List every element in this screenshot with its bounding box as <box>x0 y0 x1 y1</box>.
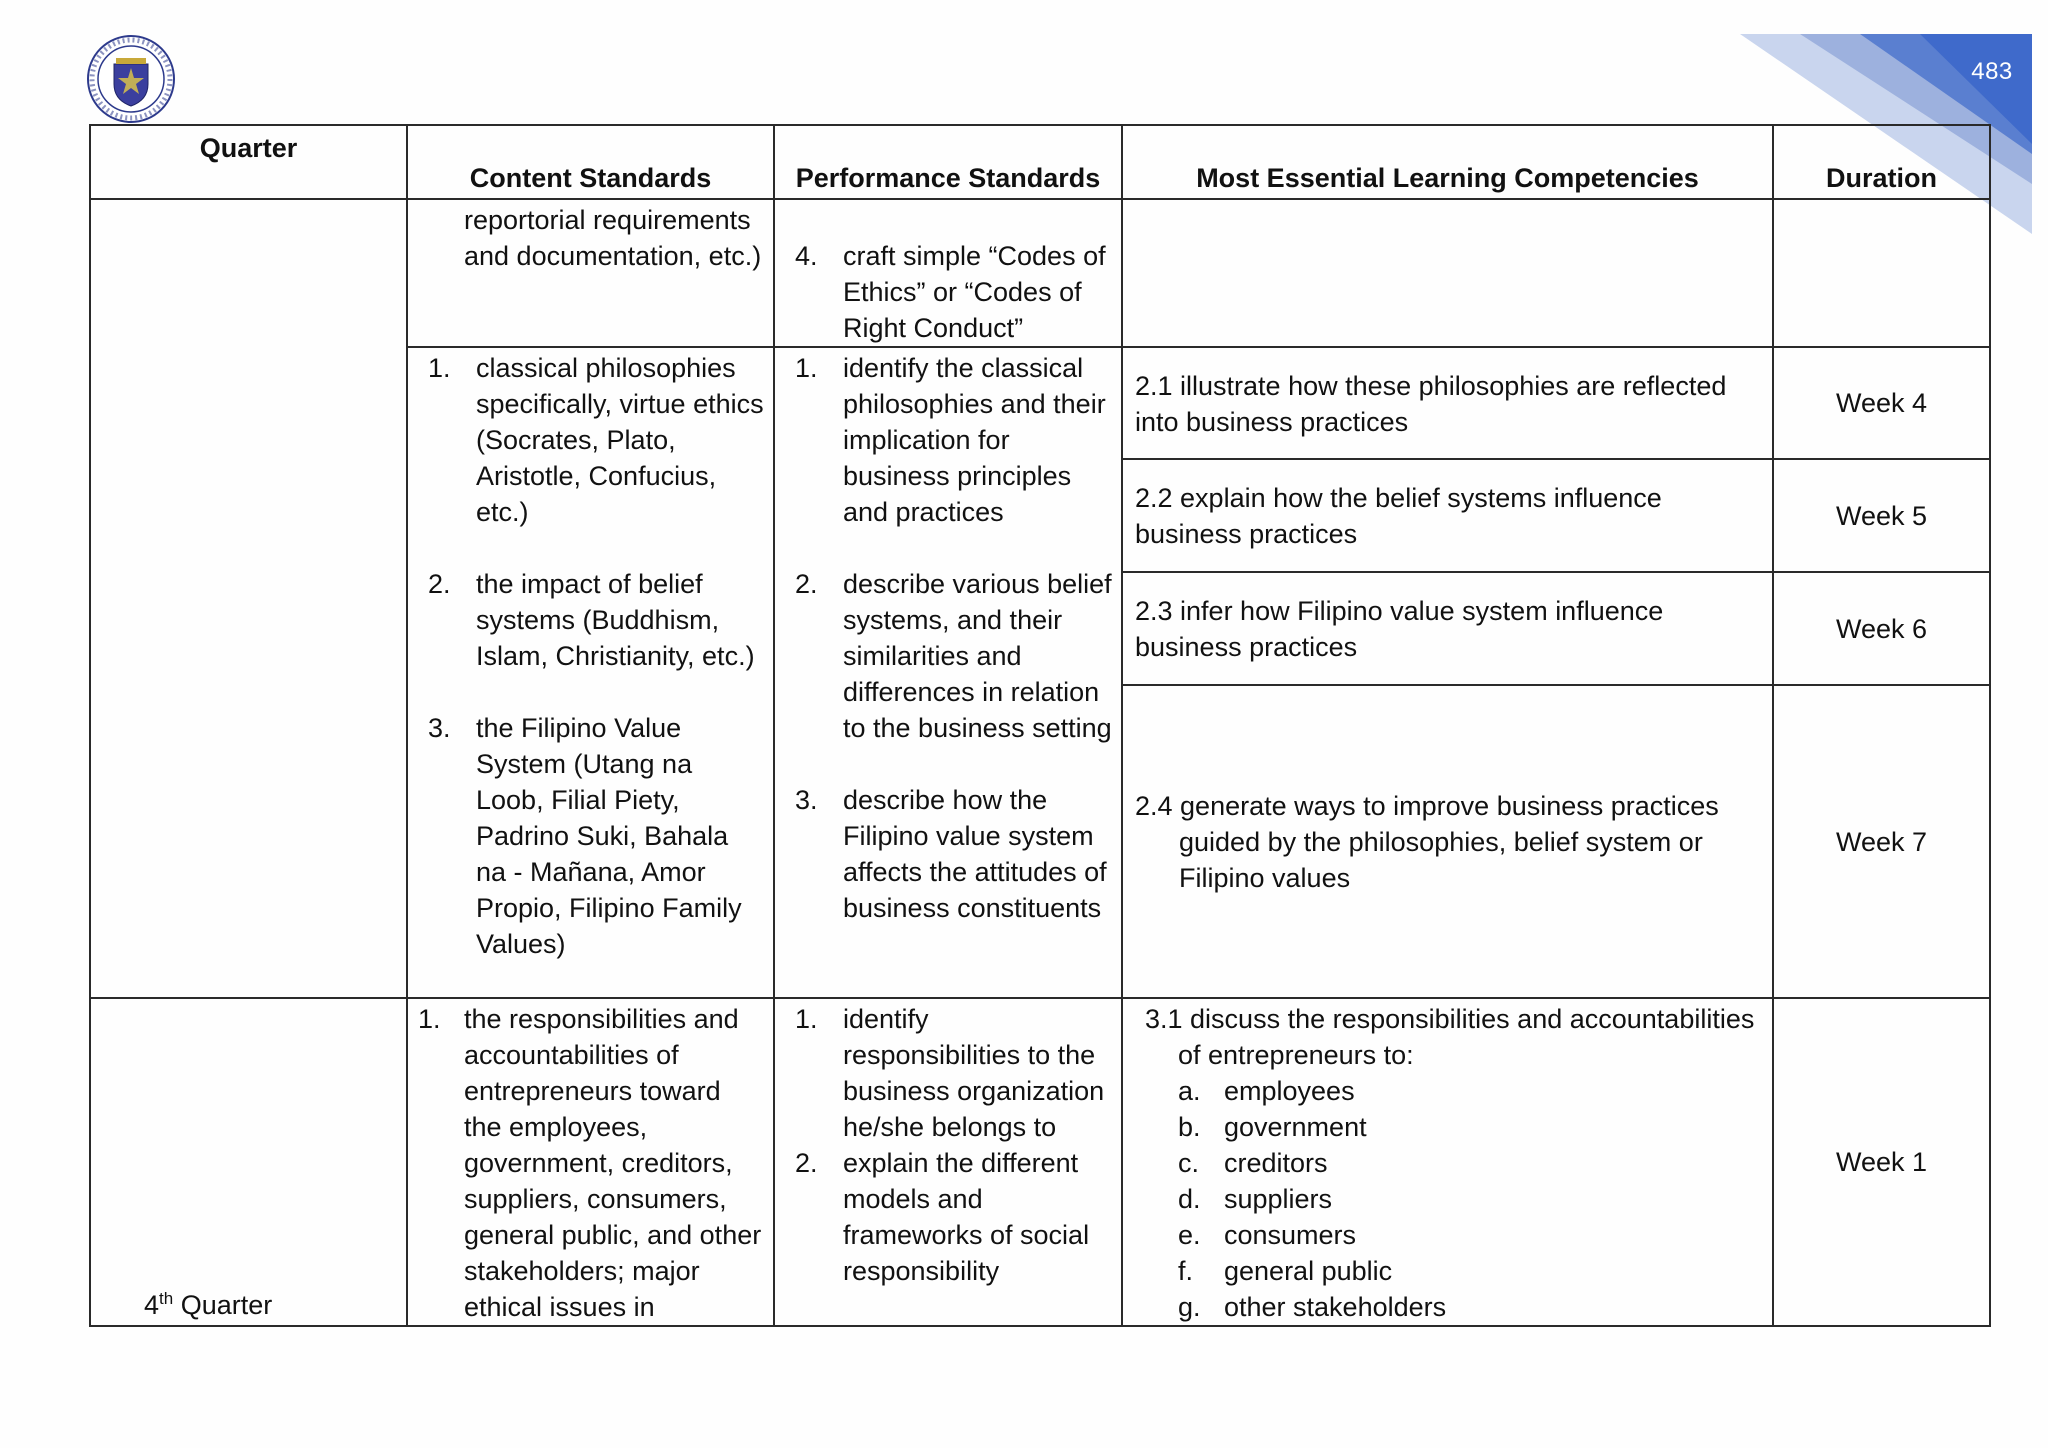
header-competencies: Most Essential Learning Competencies <box>1122 125 1773 199</box>
competency-cell: 2.4 generate ways to improve business practices guided by the philosophies, belief system or Filipino values <box>1122 685 1773 998</box>
competency-cell-empty <box>1122 199 1773 347</box>
content-cell <box>407 199 774 347</box>
list-item: 1. the responsibilities and accountabilities of entrepreneurs toward the employees, government, creditors, suppliers, consumers, general public, and other stakeholders; major ethical issues in <box>418 1004 762 1322</box>
header-quarter: Quarter <box>90 125 407 199</box>
list-item: e. consumers <box>1178 1220 1357 1250</box>
header-content-standards: Content Standards <box>407 125 774 199</box>
list-item: 1. identify the classical philosophies and their implication for business principles and practices <box>795 353 1106 527</box>
quarter-cell-empty <box>90 199 407 998</box>
table-row <box>90 199 1990 347</box>
list-item: f. general public <box>1178 1256 1393 1286</box>
list-item: g. other stakeholders <box>1178 1292 1447 1322</box>
duration-cell: Week 1 <box>1773 998 1990 1326</box>
competency-cell: 2.3 infer how Filipino value system influence business practices <box>1122 572 1773 685</box>
list-item: 1. identify responsibilities to the business organization he/she belongs to <box>795 1004 1105 1142</box>
list-item: 2. describe various belief systems, and their similarities and differences in relation to the business setting <box>795 569 1112 743</box>
curriculum-table <box>89 124 1991 1327</box>
competency-cell: 2.2 explain how the belief systems influence business practices <box>1122 459 1773 572</box>
header-performance-standards: Performance Standards <box>774 125 1122 199</box>
duration-cell: Week 4 <box>1773 347 1990 459</box>
list-item: 2. explain the different models and frameworks of social responsibility <box>795 1148 1090 1286</box>
deped-seal-logo <box>86 34 176 124</box>
performance-cell <box>774 347 1122 998</box>
list-item: b. government <box>1178 1112 1367 1142</box>
header-row <box>90 125 1990 199</box>
header-duration: Duration <box>1773 125 1990 199</box>
list-item: 4. craft simple “Codes of Ethics” or “Codes of Right Conduct” <box>795 241 1106 343</box>
competency-cell: 3.1 discuss the responsibilities and accountabilities of entrepreneurs to: a. employees b. government c. creditors d. suppliers e. consumers f. general public g. other stakeholders <box>1122 998 1773 1326</box>
content-cell <box>407 347 774 998</box>
list-item: 3. describe how the Filipino value system affects the attitudes of business constituents <box>795 785 1107 923</box>
list-item: 3. the Filipino Value System (Utang na Loob, Filial Piety, Padrino Suki, Bahala na - Mañana, Amor Propio, Filipino Family Values) <box>428 713 742 959</box>
page-number: 483 <box>1971 58 2013 85</box>
quarter-label: 4th Quarter <box>144 1289 273 1320</box>
list-item: 1. classical philosophies specifically, virtue ethics (Socrates, Plato, Aristotle, Confucius, etc.) <box>428 353 764 527</box>
duration-cell: Week 6 <box>1773 572 1990 685</box>
performance-cell <box>774 998 1122 1326</box>
table-row <box>90 998 1990 1326</box>
duration-cell-empty <box>1773 199 1990 347</box>
quarter-cell <box>90 998 407 1326</box>
content-cell <box>407 998 774 1326</box>
list-item: d. suppliers <box>1178 1184 1333 1214</box>
list-item: 2. the impact of belief systems (Buddhism, Islam, Christianity, etc.) <box>428 569 755 671</box>
competency-cell: 2.1 illustrate how these philosophies are reflected into business practices <box>1122 347 1773 459</box>
content-text: reportorial requirements and documentation, etc.) <box>464 205 762 271</box>
duration-cell: Week 7 <box>1773 685 1990 998</box>
list-item: c. creditors <box>1178 1148 1328 1178</box>
duration-cell: Week 5 <box>1773 459 1990 572</box>
list-item: a. employees <box>1178 1076 1355 1106</box>
performance-cell <box>774 199 1122 347</box>
